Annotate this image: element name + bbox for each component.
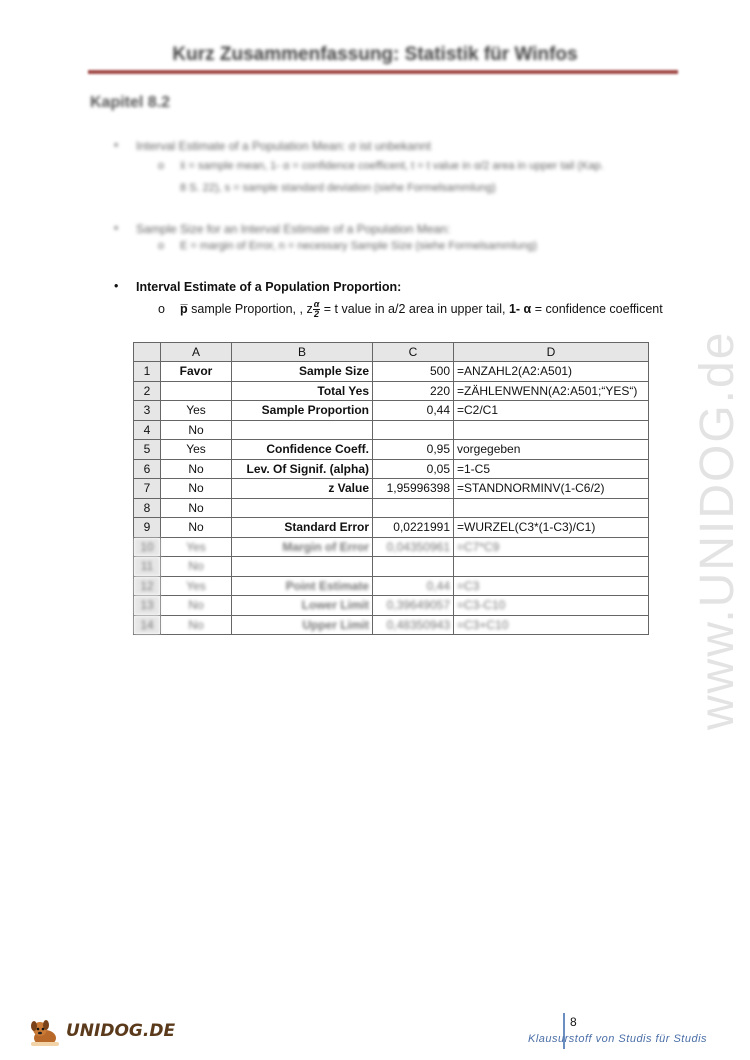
cell-b [232,557,373,577]
cell-a: No [161,518,232,538]
bullet-text: Interval Estimate of a Population Mean: σ ist unbekannt [136,139,431,153]
cell-a: Yes [161,401,232,421]
bullet-text: Sample Size for an Interval Estimate of a Population Mean: [136,222,451,236]
table-row-blurred [134,537,649,557]
cell-b [232,498,373,518]
chapter-heading: Kapitel 8.2 [90,94,171,111]
table-row [134,362,649,382]
cell-c: 0,04350961 [373,537,454,557]
table-row [134,459,649,479]
watermark-text: www.UNIDOG.de [691,330,744,730]
footer-tagline: Klausurstoff von Studis für Studis [528,1033,708,1045]
column-header-a: A [161,343,232,362]
column-header-c: C [373,343,454,362]
bullet-text: Interval Estimate of a Population Proportion: [136,280,402,294]
cell-c: 0,48350943 [373,615,454,635]
cell-a [161,381,232,401]
cell-c [373,420,454,440]
cell-b: Sample Size [232,362,373,382]
cell-c [373,498,454,518]
cell-a: No [161,459,232,479]
column-header-d: D [454,343,649,362]
cell-c: 0,44 [373,401,454,421]
cell-d [454,557,649,577]
cell-c: 0,44 [373,576,454,596]
header-divider [88,70,678,74]
corner-cell [134,343,161,362]
sub-bullet-text: 8 S. 22), s = sample standard deviation (siehe Formelsammlung) [180,182,496,194]
cell-d: =C7*C9 [454,537,649,557]
cell-d: =C3-C10 [454,596,649,616]
cell-b: z Value [232,479,373,499]
sub-bullet-text: x̄ = sample mean, 1- α = confidence coefficent, t = t value in α/2 area in upper tail (Kap. [180,160,604,172]
cell-d [454,420,649,440]
cell-c: 0,0221991 [373,518,454,538]
cell-d: =ZÄHLENWENN(A2:A501;“YES“) [454,381,649,401]
cell-b [232,420,373,440]
logo-text: UNIDOG.DE [66,1021,176,1041]
row-number: 14 [134,615,161,635]
table-row [134,498,649,518]
table-row-blurred [134,557,649,577]
sub-bullet-text: E = margin of Error, n = necessary Sample Size (siehe Formelsammlung) [180,240,538,252]
column-header-b: B [232,343,373,362]
row-number: 3 [134,401,161,421]
cell-c [373,557,454,577]
cell-b: Point Estimate [232,576,373,596]
row-number: 11 [134,557,161,577]
row-number: 5 [134,440,161,460]
cell-b: Confidence Coeff. [232,440,373,460]
dog-mascot-icon [26,1018,64,1048]
unidog-logo [26,1018,176,1048]
cell-d [454,498,649,518]
cell-a: No [161,498,232,518]
cell-d: =STANDNORMINV(1-C6/2) [454,479,649,499]
table-row [134,440,649,460]
cell-c: 0,95 [373,440,454,460]
spreadsheet-table [133,342,649,635]
cell-a: No [161,596,232,616]
row-number: 7 [134,479,161,499]
cell-b: Sample Proportion [232,401,373,421]
cell-c: 500 [373,362,454,382]
row-number: 8 [134,498,161,518]
cell-d: vorgegeben [454,440,649,460]
cell-c: 1,95996398 [373,479,454,499]
cell-a: No [161,479,232,499]
cell-a: No [161,615,232,635]
cell-b: Margin of Error [232,537,373,557]
cell-c: 0,05 [373,459,454,479]
table-row [134,381,649,401]
row-number: 10 [134,537,161,557]
cell-a: Yes [161,537,232,557]
cell-b: Total Yes [232,381,373,401]
cell-c: 0,39649057 [373,596,454,616]
cell-b: Lower Limit [232,596,373,616]
column-header-row [134,343,649,362]
cell-a: Yes [161,440,232,460]
cell-d: =WURZEL(C3*(1-C3)/C1) [454,518,649,538]
cell-d: =C3+C10 [454,615,649,635]
row-number: 6 [134,459,161,479]
cell-a: No [161,420,232,440]
row-number: 2 [134,381,161,401]
page-number: 8 [570,1015,577,1029]
table-row-blurred [134,576,649,596]
table-row-blurred [134,596,649,616]
table-row [134,420,649,440]
page-header-title: Kurz Zusammenfassung: Statistik für Winfos [172,44,578,65]
cell-d: =C3 [454,576,649,596]
table-row-blurred [134,615,649,635]
cell-b: Lev. Of Signif. (alpha) [232,459,373,479]
row-number: 1 [134,362,161,382]
sub-bullet-text: p̅ sample Proportion, , z $\frac{\alpha}{2}$ = t value in a/2 area in upper tail, 1- α = confidence coefficent [180,299,663,319]
cell-d: =ANZAHL2(A2:A501) [454,362,649,382]
cell-d: =C2/C1 [454,401,649,421]
cell-a: Yes [161,576,232,596]
cell-c: 220 [373,381,454,401]
cell-b: Upper Limit [232,615,373,635]
cell-d: =1-C5 [454,459,649,479]
cell-a: Favor [161,362,232,382]
table-row [134,518,649,538]
cell-a: No [161,557,232,577]
row-number: 13 [134,596,161,616]
row-number: 12 [134,576,161,596]
cell-b: Standard Error [232,518,373,538]
table-row [134,479,649,499]
row-number: 9 [134,518,161,538]
alpha-half-fraction: $\frac{\alpha}{2}$ [313,299,320,319]
table-row [134,401,649,421]
row-number: 4 [134,420,161,440]
